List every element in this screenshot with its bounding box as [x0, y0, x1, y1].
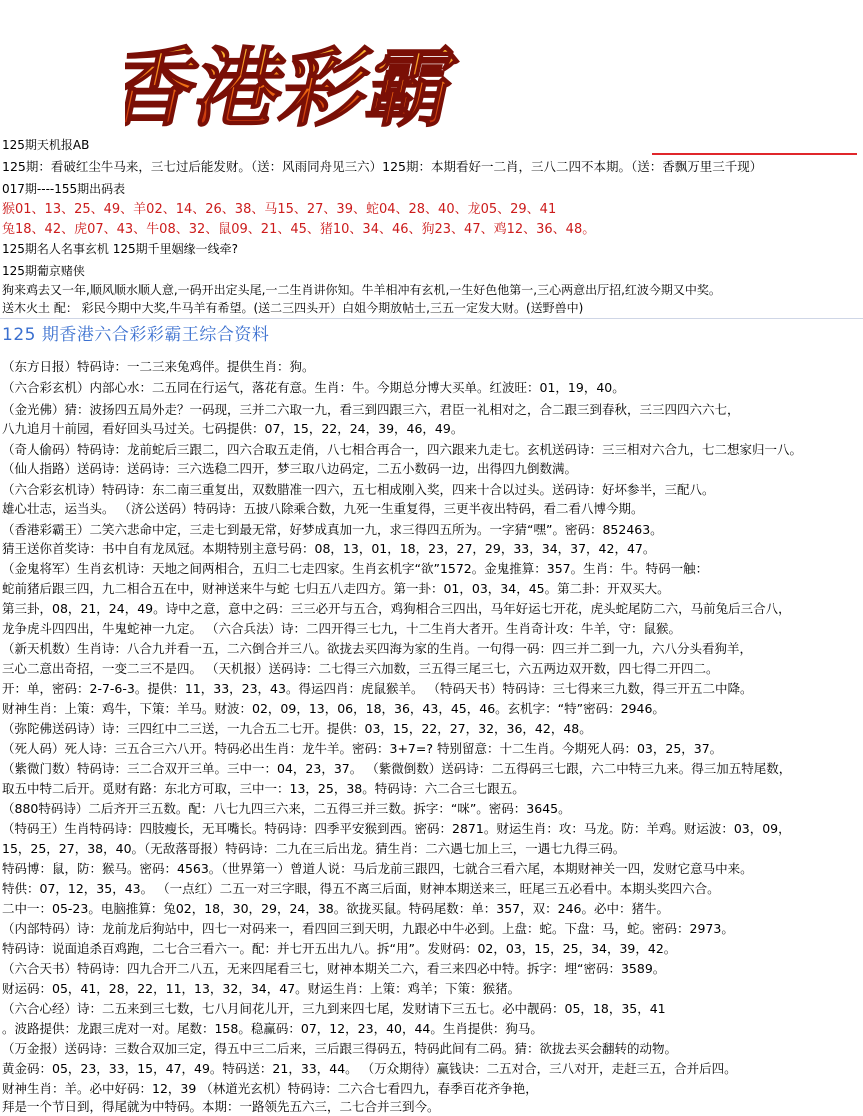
text-line: （东方日报）特码诗：一二三来兔鸡伴。提供生肖：狗。 [2, 359, 315, 374]
text-line: 15，25，27，38，40。（无敌落哥报）特码诗：二九在三后出龙。猜生肖：二六遇七加上三，一遇七九得三码。 [2, 841, 626, 856]
text-line: 。波路提供：龙跟三虎对一对。尾数：158。稳赢码：07，12，23，40，44。生肖提供：狗马。 [2, 1021, 543, 1036]
text-line: 蛇前猪后跟三四，九二相合五在中，财神送来牛与蛇 七归五八走四方。第一卦：01，03，34，45。第二卦：开双买大。 [2, 581, 670, 596]
text-line: 猜王送你首奖诗：书中自有龙凤冠。本期特别主意号码：08，13，01，18，23，27，29，33，34，37，42，47。 [2, 541, 656, 556]
text-line: 财神生肖：上策：鸡牛，下策：羊马。财波：02，09，13，06，18，36，43，45，46。玄机字：“特”密码：2946。 [2, 701, 665, 716]
text-line: （弥陀佛送码诗）诗：三四红中二三送，一九合五二七开。提供：03，15，22，27，32，36，42，48。 [2, 721, 592, 736]
text-line: （六合心经）诗：二五来到三七数，七八月间花儿开，三九到来四七尾，发财请下三五七。必中靓码：05，18，35，41 [2, 1001, 666, 1016]
text-line: 龙争虎斗四四出，牛鬼蛇神一九定。 （六合兵法）诗：二四开得三七九，十二生肖大者开。生肖奇计攻：牛羊，守：鼠猴。 [2, 621, 681, 636]
text-line: （香港彩霸王）二笑六悲命中定，三走七到最无常，好梦成真加一九，求三得四五所为。一字猜“嘿”。密码：852463。 [2, 522, 663, 537]
text-line: 特码诗：说面追杀百鸡跑，二七合三看六一。配：并七开五出九八。拆“用”。发财码：02，03，15，25，34，39，42。 [2, 941, 677, 956]
text-line: 特供：07，12，35，43。 （一点红）二五一对三字眼，得五不离三后面，财神本期送来三，旺尾三五必看中。本期头奖四六合。 [2, 881, 720, 896]
text-line: （内部特码）诗：龙前龙后狗站中，四七一对码来一，看四回三到天明，九跟必中牛必到。上盘：蛇。下盘：马，蛇。密码：2973。 [2, 921, 734, 936]
text-line: （六合天书）特码诗：四九合开二八五，无来四尾看三七，财神本期关二六，看三来四必中特。拆字：埋“密码：3589。 [2, 961, 666, 976]
text-line: 拜是一个节日到，得尾就为中特码。本期：一路领先五六三，二七合并三到今。 [2, 1099, 440, 1114]
text-line: （死人码）死人诗：三五合三六八开。特码必出生肖：龙牛羊。密码：3+7=? 特别留意：十二生肖。今期死人码：03，25，37。 [2, 741, 723, 756]
text-line: 125期葡京赌侠 [2, 264, 85, 278]
text-line: （奇人偷码）特码诗：龙前蛇后三跟二，四六合取五走俏，八七相合再合一，四六跟来九走七。玄机送码诗：三三相对六合九，七二想家归一八。 [2, 442, 803, 457]
text-line: （金光佛）猜：波扬四五局外走？一码现，三并二六取一九，看三到四跟三六，君臣一礼相对之，合二跟三到春秋，三三四四六六七， [2, 402, 740, 417]
text-line: （金鬼将军）生肖玄机诗：天地之间两相合，五归二七走四家。生肖玄机字“欲”1572。金鬼推算：357。生肖：牛。特码一触： [2, 561, 709, 576]
text-line: 兔18、42、虎07、43、牛08、32、鼠09、21、45、猪10、34、46、狗23、47、鸡12、36、48。 [2, 222, 596, 237]
text-line: （新天机数）生肖诗：八合九并看一五，二六倒合并三八。欲拢去买四海为家的生肖。一句得一码：四三并二到一九，六八分头看狗羊， [2, 641, 753, 656]
divider [0, 318, 863, 319]
text-line: 017期----155期出码表 [2, 182, 126, 196]
text-line: 八九追月十前园，看好回头马过关。七码提供：07，15，22，24，39，46，49。 [2, 421, 464, 436]
text-line: 黄金码：05，23，33，15，47，49。特码送：21，33，44。 （万众期待）赢钱诀：二五对合，三八对开，走赶三五，合并后四。 [2, 1061, 737, 1076]
text-line: 取五中特二后开。觅财有路：东北方可取，三中一：13，25，38。特码诗：六二合三七跟五。 [2, 781, 525, 796]
section-title: 125 期香港六合彩彩霸王综合资料 [2, 325, 270, 345]
text-line: （880特码诗）二后齐开三五数。配：八七九四三六来，二五得三并三数。拆字：“咪”。密码：3645。 [2, 801, 571, 816]
text-line: 125期天机报AB [2, 138, 90, 152]
logo-text: 香港彩霸 [125, 37, 466, 132]
text-line: 特码博：鼠，防：猴马。密码：4563。（世界第一）曾道人说：马后龙前三跟四，七就合三看六尾，本期财神关一四，发财它意马中来。 [2, 861, 753, 876]
text-line: 雄心壮志，运当头。 （济公送码）特码诗：五披八除乘合数，九死一生重复得，三更半夜出特码，看二看八博今期。 [2, 501, 644, 516]
text-line: 125期：看破红尘牛马来，三七过后能发财。（送：风雨同舟见三六）125期：本期看好一二肖，三八二四不本期。（送：香飘万里三千现） [2, 159, 763, 174]
text-line: 财神生肖：羊。必中好码：12，39 （林道光玄机）特码诗：二六合七看四九，春季百花齐争艳， [2, 1081, 538, 1096]
text-line: （六合彩玄机诗）特码诗：东二南三重复出，双数腊准一四六，五七相成刚入奖，四来十合以过头。送码诗：好坏参半，三配八。 [2, 482, 715, 497]
text-line: 开：单，密码：2-7-6-3。提供：11，33，23，43。得运四肖：虎鼠猴羊。 （特码天书）特码诗：三七得来三九数，得三开五二中降。 [2, 681, 753, 696]
text-line: 第三卦，08，21，24，49。诗中之意，意中之码：三三必开与五合，鸡狗相合三四出，马年好运七开花，虎头蛇尾防二六，马前兔后三合八， [2, 601, 791, 616]
text-line: 送木火土 配： 彩民今期中大奖,牛马羊有希望。(送二三四头开）白姐今期放帖士,三五一定发大财。(送野兽中) [2, 301, 584, 315]
text-line: 狗来鸡去又一年,顺风顺水顺人意,一码开出定头尾,一二生肖讲你知。牛羊相冲有玄机,一生好色他第一,三心两意出厅招,红波今期又中奖。 [2, 283, 721, 297]
text-line: （万金报）送码诗：三数合双加三定，得五中三二后来，三后跟三得码五，特码此间有二码。猜：欲拢去买会翻转的动物。 [2, 1041, 678, 1056]
text-line: 三心二意出奇招，一变二三不是四。 （天机报）送码诗：二七得三六加数，三五得三尾三七，六五两边双开数，四七得二开四二。 [2, 661, 719, 676]
text-line: 二中一：05-23。电脑推算：兔02，18，30，29，24，38。欲拢买鼠。特码尾数：单：357，双：246。必中：猪牛。 [2, 901, 669, 916]
text-line: （六合彩玄机）内部心水：二五同在行运气，落花有意。生肖：牛。今期总分博大买单。红波旺：01，19，40。 [2, 380, 625, 395]
text-line: （仙人指路）送码诗：送码诗：三六选稳二四开，梦三取八边码定，二五小数码一边，出得四九倒数满。 [2, 461, 578, 476]
text-line: 猴01、13、25、49、羊02、14、26、38、马15、27、39、蛇04、28、40、龙05、29、41 [2, 202, 557, 217]
text-line: （特码王）生肖特码诗：四肢瘦长，无耳嘴长。特码诗：四季平安猴到西。密码：2871。财运生肖：攻：马龙。防：羊鸡。财运波：03，09， [2, 821, 791, 836]
red-underline [652, 153, 857, 155]
text-line: （紫微门数）特码诗：三二合双开三单。三中一：04，23，37。 （紫微倒数）送码诗：二五得码三七跟，六二中特三九来。得三加五特尾数， [2, 761, 792, 776]
text-line: 125期名人名事玄机 125期千里姻缘一线牵? [2, 242, 238, 256]
text-line: 财运码：05，41，28，22，11，13，32，34，47。财运生肖：上策：鸡羊；下策：猴猪。 [2, 981, 521, 996]
logo [125, 22, 545, 132]
